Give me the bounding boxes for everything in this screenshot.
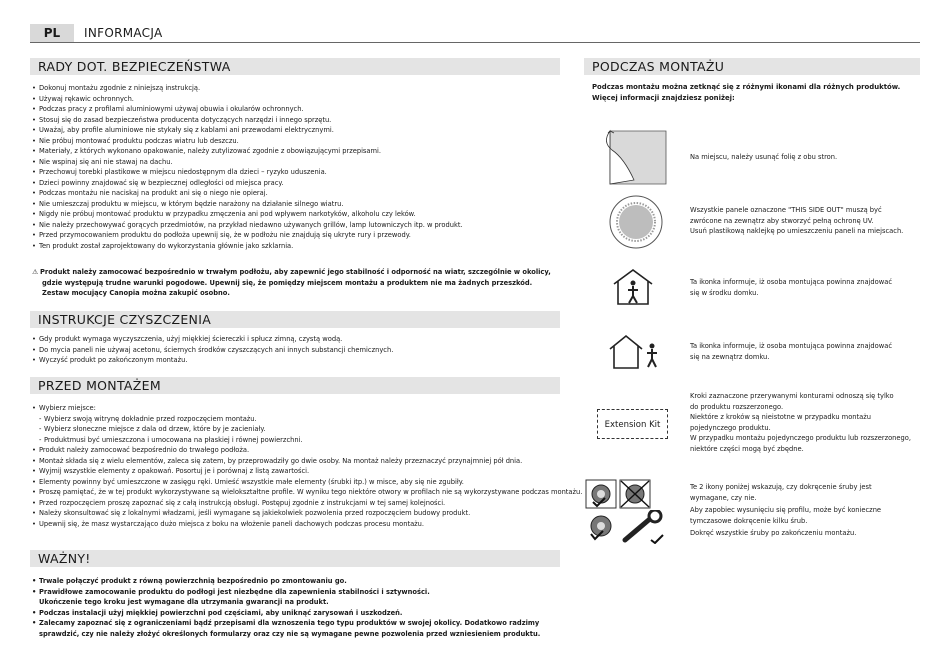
list-item: • Używaj rękawic ochronnych. [32,94,463,105]
warning-icon: ⚠ [32,268,38,276]
list-item: • Trwale połączyć produkt z równą powierzchnią bezpośrednio po zmontowaniu go. [32,576,540,587]
kit-line: Niektóre z kroków są nieistotne w przypadku montażu [690,413,871,421]
during-intro [592,82,900,103]
list-item: • Należy skonsultować się z lokalnymi władzami, jeśli wymagane są jakiekolwiek pozwolenia przed rozpoczęciem budowy produkt. [32,508,582,519]
panel-line: Wszystkie panele oznaczone "THIS SIDE OUT" muszą być [690,206,882,214]
list-item: • Elementy powinny być umieszczone w zasięgu ręki. Umieść wszystkie małe elementy (śrubki itp.) w misce, aby się nie zgubiły. [32,477,582,488]
list-item: • Montaż składa się z wielu elementów, zaleca się zatem, by przeprowadziły go dwie osoby. Na montaż należy przeznaczyć przynajmniej pół dnia. [32,456,582,467]
list-item: - Wybierz swoją witrynę dokładnie przed rozpoczęciem montażu. [32,414,582,425]
screw-tighten-icons [585,478,651,510]
screws-line: Te 2 ikony poniżej wskazują, czy dokręcenie śruby jest [690,483,872,491]
list-item: • Nie umieszczaj produktu w miejscu, w którym będzie narażony na działanie silnego wiatru. [32,199,463,210]
list-item: • Nie próbuj montować produktu podczas wiatru lub deszczu. [32,136,463,147]
important-heading: WAŻNY! [30,550,560,567]
panel-line: Usuń plastikową naklejkę po umieszczeniu paneli na miejscach. [690,227,904,235]
warning-line: Produkt należy zamocować bezpośrednio w trwałym podłożu, aby zapewnić jego stabilność i odporność na wiatr, szczególnie w okolicy, [40,268,551,276]
screws-line: tymczasowe dokręcenie kilku śrub. [690,516,808,525]
cleaning-list [32,334,393,366]
kit-line: pojedynczego produktu. [690,423,771,432]
list-item: • Zalecamy zapoznać się z ograniczeniami bądź przepisami dla wznoszenia tego typu produktów w swojej okolicy. Dodatkowo radzimy [32,618,540,629]
before-heading: PRZED MONTAŻEM [30,377,560,394]
screws-line: Aby zapobiec wysunięciu się profilu, może być konieczne [690,506,882,514]
screw-ok-icon [585,512,617,542]
screws-line: wymagane, czy nie. [690,493,757,502]
list-item: • Wyczyść produkt po zakończonym montażu. [32,355,393,366]
list-item: • Podczas pracy z profilami aluminiowymi używaj obuwia i okularów ochronnych. [32,104,463,115]
kit-line: niektóre części mogą być zbędne. [690,444,804,453]
list-item: • Prawidłowe zamocowanie produktu do podłogi jest niezbędne dla zapewnienia stabilności i sztywności. [32,587,540,598]
safety-list [32,83,463,251]
list-item: • Wyjmij wszystkie elementy z opakowań. Posortuj je i porównaj z listą zawartości. [32,466,582,477]
list-item: • Przed rozpoczęciem proszę zapoznać się z całą instrukcją obsługi. Postępuj zgodnie z instrukcjami w tej samej kolejności. [32,498,582,509]
list-item: • Dokonuj montażu zgodnie z niniejszą instrukcją. [32,83,463,94]
wrench-icon [621,510,667,544]
inside-line: się w środku domku. [690,288,759,297]
list-item: • Nie należy przechowywać gorących przedmiotów, na przykład niedawno używanych grillów, lamp lutowniczych itp. w produkt. [32,220,463,231]
list-item: • Nigdy nie próbuj montować produktu w przypadku zmęczenia ani pod wpływem narkotyków, alkoholu czy leków. [32,209,463,220]
list-item: • Dzieci powinny znajdować się w bezpiecznej odległości od miejsca pracy. [32,178,463,189]
safety-heading: RADY DOT. BEZPIECZEŃSTWA [30,58,560,75]
kit-line: Kroki zaznaczone przerywanymi konturami odnoszą się tylko [690,392,894,400]
inside-house-icon [610,268,656,306]
inside-line: Ta ikonka informuje, iż osoba montująca powinna znajdować [690,278,892,286]
list-item: • Do mycia paneli nie używaj acetonu, ściernych środków czyszczących ani innych substancji chemicznych. [32,345,393,356]
outside-line: się na zewnątrz domku. [690,352,770,361]
during-heading: PODCZAS MONTAŻU [584,58,920,75]
list-item: • Przechowuj torebki plastikowe w miejscu niedostępnym dla dzieci – ryzyko uduszenia. [32,167,463,178]
intro-line: Podczas montażu można zetknąć się z różnymi ikonami dla różnych produktów. [592,83,901,91]
panel-line: zwrócone na zewnątrz aby stworzyć pełną ochronę UV. [690,216,874,225]
list-item: - Produktmusi być umieszczona i umocowana na płaskiej i równej powierzchni. [32,435,582,446]
language-badge: PL [30,24,74,42]
list-item: • Podczas montażu nie naciskaj na produkt ani się o niego nie opieraj. [32,188,463,199]
list-item: • Ten produkt został zaprojektowany do wykorzystania głównie jako szklarnia. [32,241,463,252]
before-list [32,403,582,529]
list-item: • Nie wspinaj się ani nie stawaj na dachu. [32,157,463,168]
screws-line: Dokręć wszystkie śruby po zakończeniu montażu. [690,529,857,537]
kit-text [690,391,911,454]
list-item: sprawdzić, czy nie należy złożyć określonych formularzy oraz czy nie są wymagane pewne pozwolenia przed wzniesieniem produktu. [39,629,541,638]
section-title: INFORMACJA [84,26,163,40]
outside-house-icon [608,334,660,370]
film-removal-icon [600,128,670,186]
intro-line: Więcej informacji znajdziesz poniżej: [592,93,735,102]
film-text: Na miejscu, należy usunąć folię z obu stron. [690,153,838,161]
outside-text [690,341,892,362]
uv-panel-icon [607,193,665,251]
inside-text [690,277,892,298]
list-item: • Produkt należy zamocować bezpośrednio do trwałego podłoża. [32,445,582,456]
kit-line: do produktu rozszerzonego. [690,402,784,411]
list-item: • Materiały, z których wykonano opakowanie, należy zutylizować zgodnie z obowiązującymi przepisami. [32,146,463,157]
list-item: • Stosuj się do zasad bezpieczeństwa producenta dotyczących narzędzi i innego sprzętu. [32,115,463,126]
list-item: • Uważaj, aby profile aluminiowe nie stykały się z kablami ani przewodami elektrycznymi. [32,125,463,136]
list-item: • Upewnij się, że masz wystarczająco dużo miejsca z boku na włożenie paneli dachowych podczas procesu montażu. [32,519,582,530]
screws-text [690,482,881,539]
list-item: Ukończenie tego kroku jest wymagane dla utrzymania gwarancji na produkt. [39,598,329,606]
list-item: • Proszę pamiętać, że w tej produkt wykorzystywane są wielokształtne profile. W wyniku tego niektóre otwory w profilach nie są wykorzystywane podczas montażu. [32,487,582,498]
safety-warning [32,267,551,299]
kit-line: W przypadku montażu pojedynczego produktu lub rozszerzonego, [690,434,912,442]
top-bar [30,24,920,43]
list-item: • Podczas instalacji użyj miękkiej powierzchni pod częściami, aby uniknąć zarysowań i uszkodzeń. [32,608,540,619]
list-item: • Przed przymocowaniem produktu do podłoża upewnij się, że w podłożu nie znajdują się ukryte rury i przewody. [32,230,463,241]
list-item: • Gdy produkt wymaga wyczyszczenia, użyj miękkiej ściereczki i spłucz zimną, czystą wodą. [32,334,393,345]
warning-line: gdzie występują trudne warunki pogodowe. Upewnij się, że pomiędzy miejscem montażu a produktem nie ma żadnych przeszkód. [42,278,533,287]
cleaning-heading: INSTRUKCJE CZYSZCZENIA [30,311,560,328]
list-item: - Wybierz słoneczne miejsce z dala od drzew, które by je zacieniały. [32,424,582,435]
extension-kit-icon: Extension Kit [597,409,668,439]
panel-text [690,205,903,237]
important-list [32,576,540,639]
list-item: • Wybierz miejsce: [32,403,582,414]
outside-line: Ta ikonka informuje, iż osoba montująca powinna znajdować [690,342,892,350]
warning-line: Zestaw mocujący Canopia można zakupić osobno. [42,289,230,297]
